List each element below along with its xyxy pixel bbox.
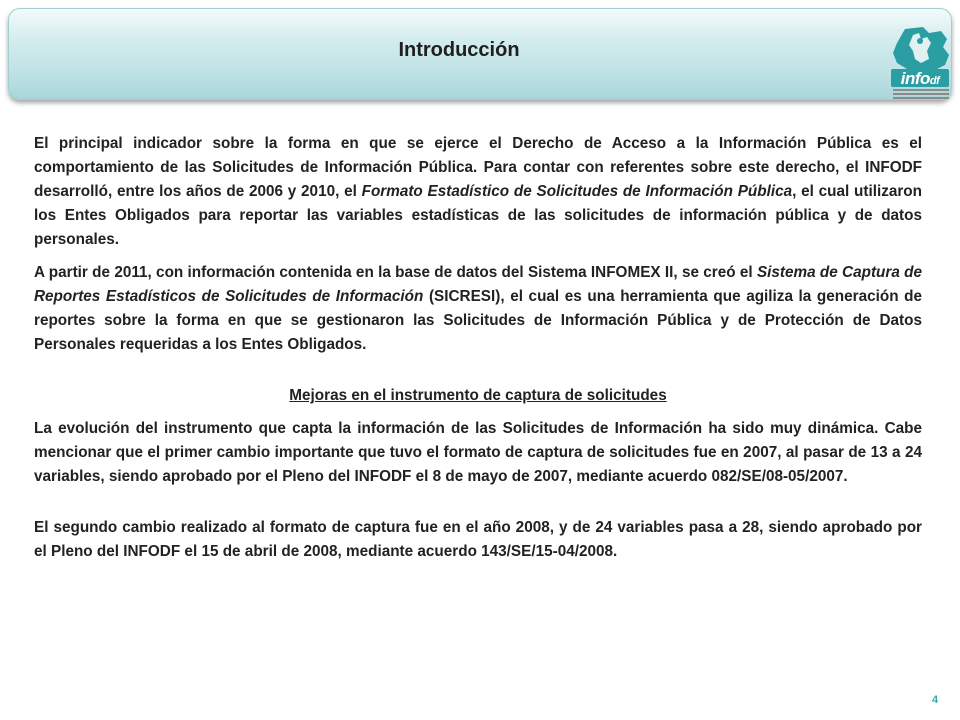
page-title: Introducción [398, 39, 520, 61]
paragraph-4: El segundo cambio realizado al formato de captura fue en el año 2008, y de 24 variables pasa a 28, siendo aprobado por el Pleno del INFODF el 15 de abril de 2008, mediante acuerdo 143/SE/15-04/2008. [34, 519, 922, 560]
logo-text: infodf [900, 69, 940, 88]
logo-tagline-lines [893, 89, 949, 101]
body-text [34, 132, 922, 573]
title-banner [8, 8, 952, 100]
section-subtitle: Mejoras en el instrumento de captura de solicitudes [289, 387, 667, 404]
page-number: 4 [932, 694, 939, 706]
paragraph-1: El principal indicador sobre la forma en que se ejerce el Derecho de Acceso a la Información Pública es el comportamiento de las Solicitudes de Información Pública. Para contar con referentes sobre este derecho, el INFODF desarrolló, entre los años de 2006 y 2010, el Formato Estadístico de Solicitudes de Información Pública, el cual utilizaron los Entes Obligados para reportar las variables estadísticas de las solicitudes de información pública y de datos personales. [34, 135, 922, 248]
paragraph-2: A partir de 2011, con información contenida en la base de datos del Sistema INFOMEX II, se creó el Sistema de Captura de Reportes Estadísticos de Solicitudes de Información (SICRESI), el cual es una herramienta que agiliza la generación de reportes sobre la forma en que se gestionaron las Solicitudes de Información Pública y de Protección de Datos Personales requeridas a los Entes Obligados. [34, 264, 923, 353]
paragraph-3: La evolución del instrumento que capta la información de las Solicitudes de Información ha sido muy dinámica. Cabe mencionar que el primer cambio importante que tuvo el formato de captura de solicitudes fue en 2007, al pasar de 13 a 24 variables, siendo aprobado por el Pleno del INFODF el 8 de mayo de 2007, mediante acuerdo 082/SE/08-05/2007. [34, 420, 922, 485]
infodf-logo [883, 25, 957, 109]
